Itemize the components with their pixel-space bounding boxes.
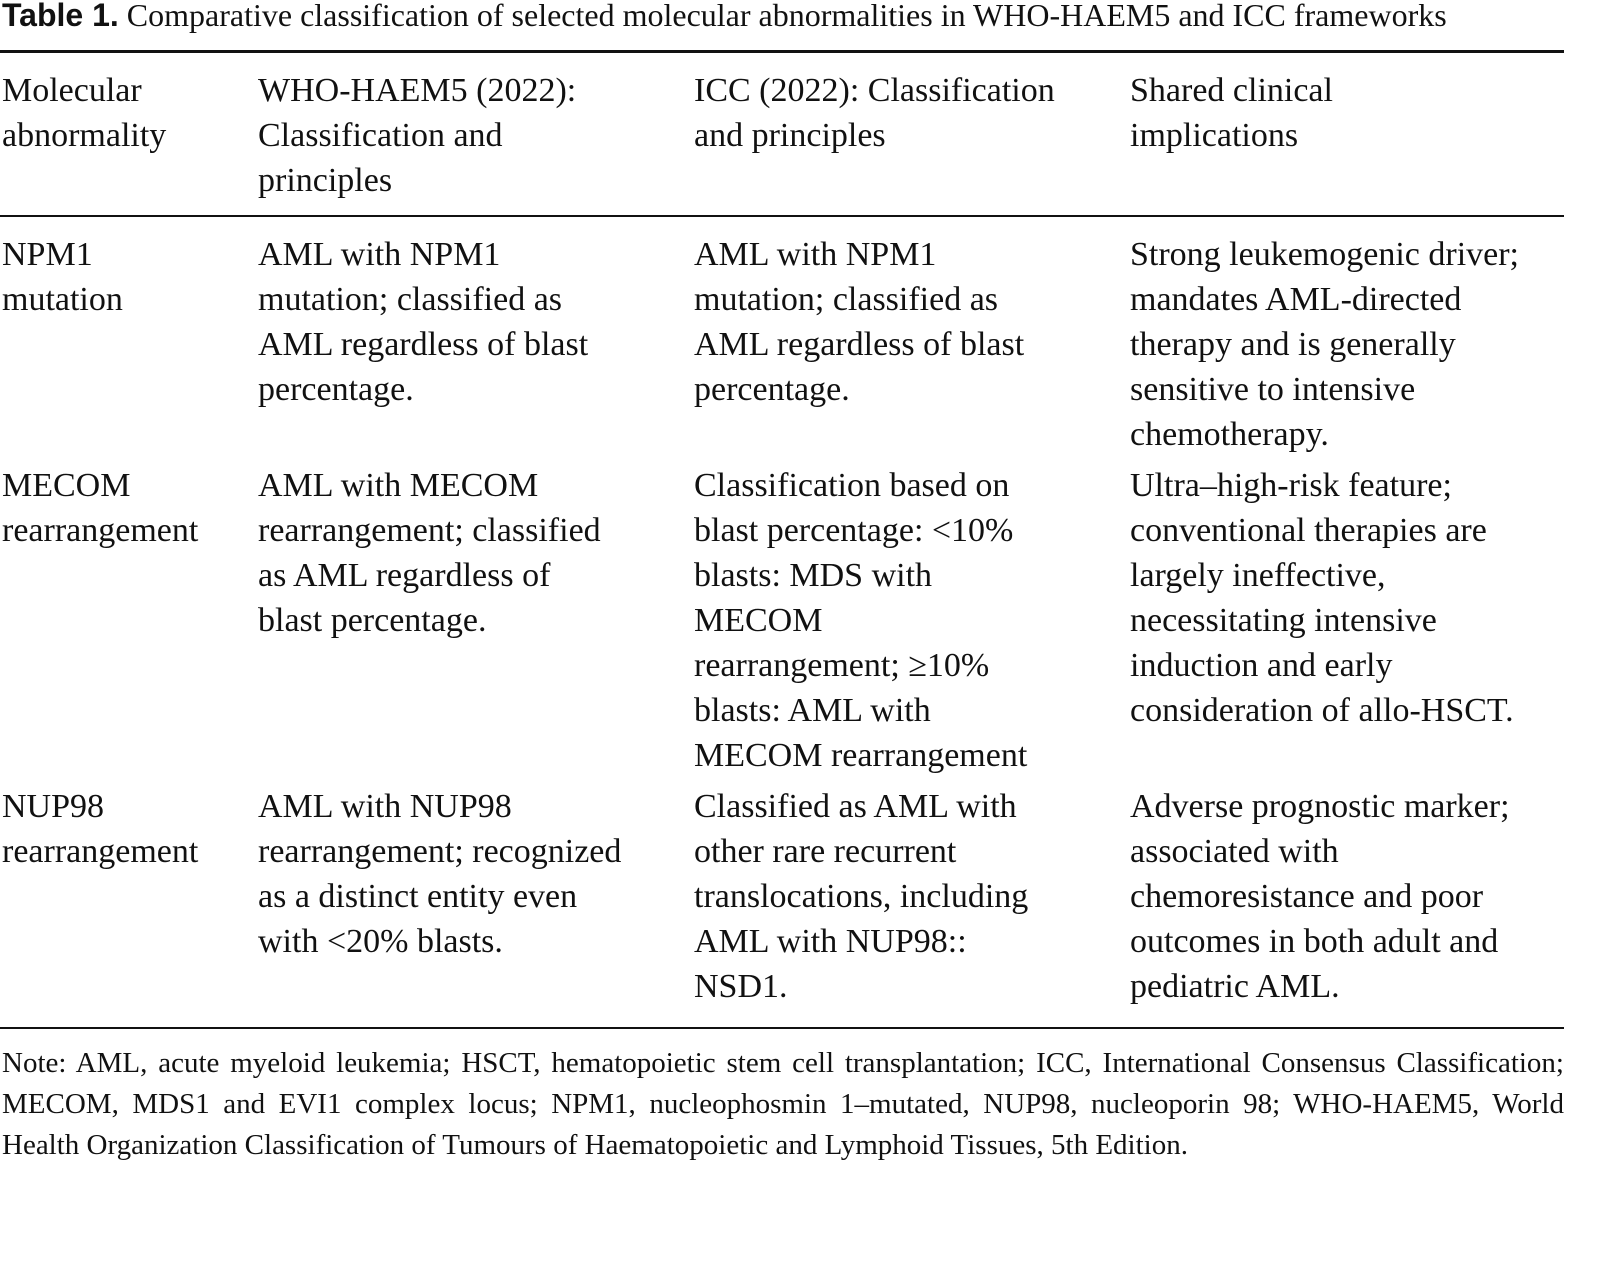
table-caption — [2, 0, 1564, 36]
header-shared-implications: Shared clinical implications — [1128, 52, 1564, 217]
cell-abnormality: MECOM rearrangement — [2, 467, 199, 549]
cell-who-haem5: AML with NPM1 mutation; classified as AML regardless of blast percentage. — [258, 236, 589, 408]
table-footnote: Note: AML, acute myeloid leukemia; HSCT, hematopoietic stem cell transplantation; ICC, International Consensus Classification; MECOM, MDS1 and EVI1 complex locus; NPM1, nucleophosmin 1–mutated, NUP98, nucleoporin 98; WHO-HAEM5, World Health Organization Classification of Tumours of Haematopoietic and Lymphoid Tissues, 5th Edition. — [2, 1047, 1564, 1161]
table-header-row — [0, 52, 1564, 217]
table-row — [0, 216, 1564, 463]
table-row — [0, 784, 1564, 1028]
cell-who-haem5: AML with MECOM rearrangement; classified as AML regardless of blast percentage. — [258, 467, 601, 639]
cell-implications: Ultra–high-risk feature; conventional therapies are largely ineffective, necessitating intensive induction and early consideration of allo-HSCT. — [1130, 467, 1514, 729]
cell-abnormality: NPM1 mutation — [2, 236, 123, 318]
cell-icc: Classification based on blast percentage: <10% blasts: MDS with MECOM rearrangement; ≥10% blasts: AML with MECOM rearrangement — [694, 467, 1028, 774]
header-who-haem5: WHO-HAEM5 (2022): Classification and principles — [256, 52, 692, 217]
table-row — [0, 463, 1564, 784]
table-caption-label: Table 1. — [2, 0, 119, 33]
table-header — [0, 52, 1564, 217]
cell-who-haem5: AML with NUP98 rearrangement; recognized as a distinct entity even with <20% blasts. — [258, 788, 622, 960]
cell-icc: Classified as AML with other rare recurrent translocations, including AML with NUP98:: NSD1. — [694, 788, 1029, 1005]
header-icc: ICC (2022): Classification and principles — [692, 52, 1128, 217]
header-molecular-abnormality: Molecular abnormality — [0, 52, 256, 217]
cell-implications: Adverse prognostic marker; associated with chemoresistance and poor outcomes in both adult and pediatric AML. — [1130, 788, 1510, 1005]
cell-abnormality: NUP98 rearrangement — [2, 788, 199, 870]
classification-table — [0, 50, 1564, 1029]
cell-implications: Strong leukemogenic driver; mandates AML-directed therapy and is generally sensitive to intensive chemotherapy. — [1130, 236, 1520, 453]
cell-icc: AML with NPM1 mutation; classified as AML regardless of blast percentage. — [694, 236, 1025, 408]
table-body — [0, 216, 1564, 1028]
table-caption-text: Comparative classification of selected molecular abnormalities in WHO-HAEM5 and ICC frameworks — [126, 0, 1447, 33]
